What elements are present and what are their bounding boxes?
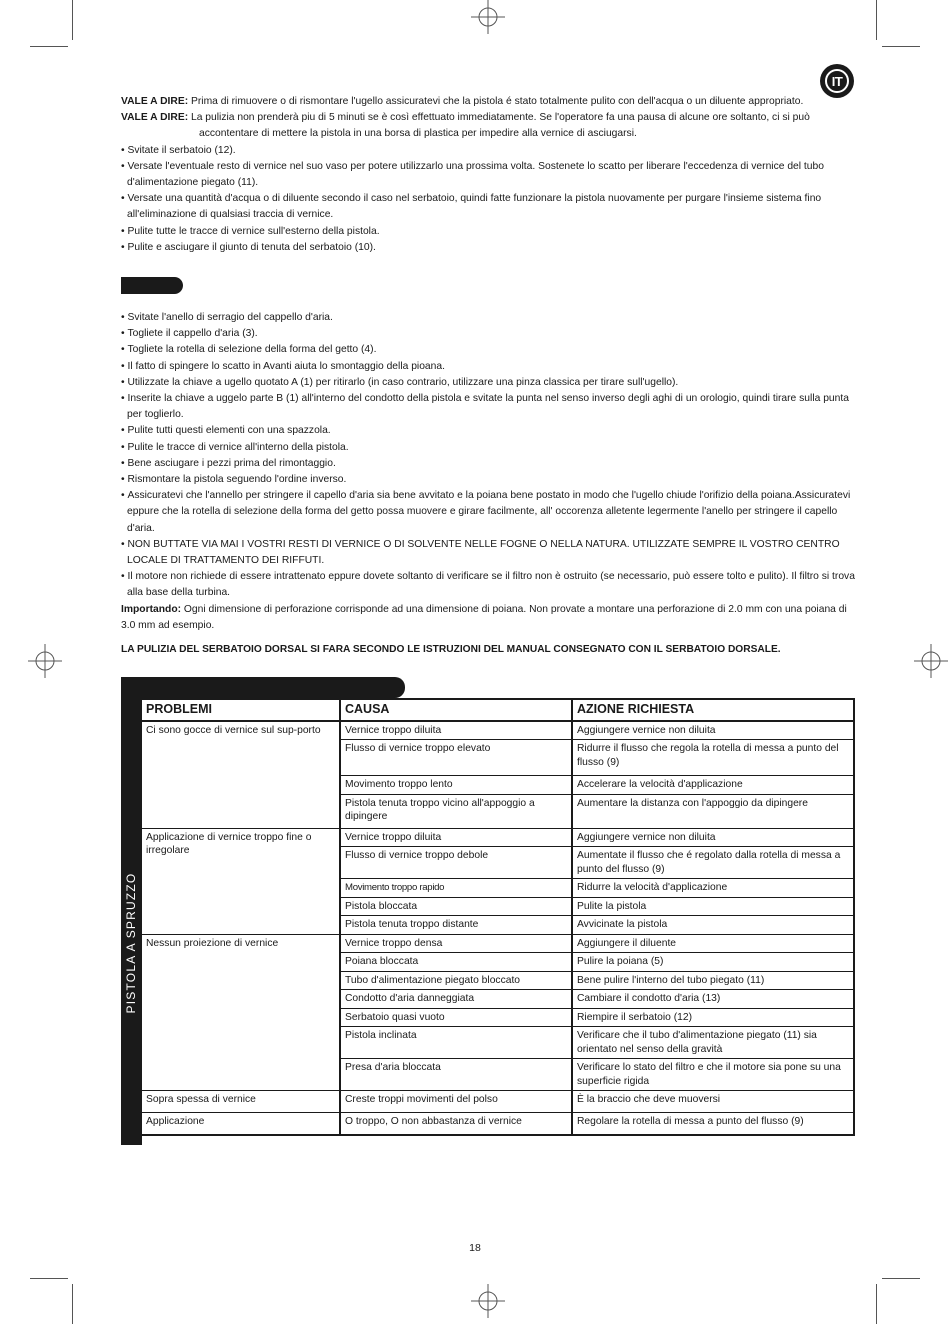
action-cell: Aggiungere il diluente [572,934,854,953]
registration-mark-icon [28,644,62,678]
side-label: PISTOLA A SPRUZZO [124,872,138,1014]
action-cell: Pulite la pistola [572,897,854,916]
section-header-tab [121,277,183,294]
table-row [142,1113,854,1135]
cause-cell: Movimento troppo rapido [340,879,572,898]
action-cell: Cambiare il condotto d'aria (13) [572,990,854,1009]
list-item: • NON BUTTATE VIA MAI I VOSTRI RESTI DI VERNICE O DI SOLVENTE NELLE FOGNE O NELLA NATURA. UTILIZZATE SEMPRE IL VOSTRO CENTRO LOCALE DI TRATTAMENTO DEI RIFFUTI. [121,537,856,569]
nozzle-section [121,310,856,634]
action-cell: Aumentate il flusso che é regolato dalla rotella di messa a punto del flusso (9) [572,847,854,879]
note-paragraph [121,94,856,110]
crop-mark [72,0,73,40]
language-badge [820,64,854,98]
list-item: • Inserite la chiave a uggelo parte B (1) all'interno del condotto della pistola e svitate la punta nel senso inverso degli aghi di un orologio, quindi tirare sulla punta per toglierlo. [121,391,856,423]
list-item: • Pulite le tracce di vernice all'interno della pistola. [121,440,856,456]
cause-cell: Movimento troppo lento [340,776,572,795]
table-header-tab [142,677,405,698]
list-item: • Bene asciugare i pezzi prima del rimontaggio. [121,456,856,472]
cause-cell: Pistola inclinata [340,1027,572,1059]
action-cell: Verificare lo stato del filtro e che il motore sia pone su una superficie rigida [572,1059,854,1091]
list-item: • Rismontare la pistola seguendo l'ordine inverso. [121,472,856,488]
table-row [142,1091,854,1113]
note-text: La pulizia non prenderà piu di 5 minuti se è così effettuato immediatamente. Se l'operatore fa una pausa di alcune ore soltanto, ci si può accontentare di mettere la pistola in una borsa di plastica per impedire alla vernice di asciugarsi. [188,112,810,140]
cause-cell: Presa d'aria bloccata [340,1059,572,1091]
cause-cell: Creste troppi movimenti del polso [340,1091,572,1113]
list-item: • Versate una quantità d'acqua o di diluente secondo il caso nel serbatoio, quindi fatte funzionare la pistola nuovamente per purgare l'insieme sistema fino all'eliminazione di qualsiasi traccia di vernice. [121,191,856,223]
action-cell: Ridurre il flusso che regola la rotella di messa a punto del flusso (9) [572,740,854,776]
troubleshooting-table [142,698,855,1136]
note-paragraph [121,110,856,142]
list-item: • Svitate il serbatoio (12). [121,143,856,159]
important-text: Ogni dimensione di perforazione corrisponde ad una dimensione di poiana. Non provate a montare una perforazione di 2.0 mm con una poiana di 3.0 mm ad esempio. [121,603,847,631]
list-item: • Pulite tutti questi elementi con una spazzola. [121,423,856,439]
cause-cell: Serbatoio quasi vuoto [340,1008,572,1027]
problem-cell: Applicazione [142,1113,340,1135]
list-item: • Assicuratevi che l'annello per stringere il capello d'aria sia bene avvitato e la poiana bene postato in modo che l'ugello chiude l'orifizio della poiana.Assicuratevi eppure che la rotella di selezione della forma del getto possa muovere e girare facilmente, all' occorenza alletente legermente l'anello per stringere il capello d'aria. [121,488,856,537]
cause-cell: Vernice troppo diluita [340,828,572,847]
action-cell: Accelerare la velocità d'applicazione [572,776,854,795]
list-item: • Togliete la rotella di selezione della forma del getto (4). [121,342,856,358]
list-item: • Pulite tutte le tracce di vernice sull'esterno della pistola. [121,224,856,240]
list-item: • Pulite e asciugare il giunto di tenuta del serbatoio (10). [121,240,856,256]
list-item: • Versate l'eventuale resto di vernice nel suo vaso per potere utilizzarlo una prossima volta. Sostenete lo scatto per liberare l'eccedenza di vernice del tubo d'alimentazione piegato (11). [121,159,856,191]
problem-cell: Sopra spessa di vernice [142,1091,340,1113]
action-cell: Aggiungere vernice non diluita [572,828,854,847]
cause-cell: Poiana bloccata [340,953,572,972]
crop-mark [72,1284,73,1324]
crop-mark [882,1278,920,1279]
cleaning-intro [121,94,856,256]
action-cell: Pulire la poiana (5) [572,953,854,972]
language-code: IT [825,69,849,93]
action-cell: Bene pulire l'interno del tubo piegato (11) [572,971,854,990]
list-item: • Utilizzate la chiave a ugello quotato A (1) per ritirarlo (in caso contrario, utilizzare una pinza classica per tirare sull'ugello). [121,375,856,391]
cause-cell: O troppo, O non abbastanza di vernice [340,1113,572,1135]
action-cell: Aumentare la distanza con l'appoggio da dipingere [572,794,854,828]
action-cell: Regolare la rotella di messa a punto del flusso (9) [572,1113,854,1135]
crop-mark [30,46,68,47]
table-row [142,721,854,740]
problem-cell: Ci sono gocce di vernice sul sup-porto [142,721,340,829]
list-item: • Il fatto di spingere lo scatto in Avanti aiuta lo smontaggio della pioana. [121,359,856,375]
column-header-problems: PROBLEMI [142,699,340,721]
crop-mark [882,46,920,47]
note-label: VALE A DIRE: [121,112,189,124]
cause-cell: Tubo d'alimentazione piegato bloccato [340,971,572,990]
action-cell: Verificare che il tubo d'alimentazione piegato (11) sia orientato nel senso della gravità [572,1027,854,1059]
table-row [142,934,854,953]
backpack-tank-note: LA PULIZIA DEL SERBATOIO DORSAL SI FARA SECONDO LE ISTRUZIONI DEL MANUAL CONSEGNATO CON IL SERBATOIO DORSALE. [121,644,781,655]
registration-mark-icon [471,1284,505,1318]
cause-cell: Vernice troppo diluita [340,721,572,740]
cause-cell: Pistola tenuta troppo distante [340,916,572,935]
crop-mark [876,1284,877,1324]
page-number: 18 [469,1242,481,1254]
registration-mark-icon [471,0,505,34]
action-cell: Aggiungere vernice non diluita [572,721,854,740]
important-note [121,602,856,634]
important-label: Importando: [121,603,182,615]
cause-cell: Pistola bloccata [340,897,572,916]
list-item: • Svitate l'anello di serragio del cappello d'aria. [121,310,856,326]
note-text: Prima di rimuovere o di rismontare l'ugello assicuratevi che la pistola é stato totalmente pulito con dell'acqua o un diluente appropriato. [188,96,804,107]
note-label: VALE A DIRE: [121,96,189,107]
cause-cell: Flusso di vernice troppo elevato [340,740,572,776]
column-header-action: AZIONE RICHIESTA [572,699,854,721]
crop-mark [876,0,877,40]
list-item: • Togliete il cappello d'aria (3). [121,326,856,342]
action-cell: Avvicinate la pistola [572,916,854,935]
cause-cell: Condotto d'aria danneggiata [340,990,572,1009]
table-header-row [142,699,854,721]
action-cell: Riempire il serbatoio (12) [572,1008,854,1027]
cause-cell: Flusso di vernice troppo debole [340,847,572,879]
column-header-cause: CAUSA [340,699,572,721]
list-item: • Il motore non richiede di essere intrattenato eppure dovete soltanto di verificare se il filtro non è ostruito (se necessario, può essere tolto e pulito). Il filtro si trova alla base della turbina. [121,569,856,601]
problem-cell: Nessun proiezione di vernice [142,934,340,1091]
action-cell: È la braccio che deve muoversi [572,1091,854,1113]
crop-mark [30,1278,68,1279]
cause-cell: Pistola tenuta troppo vicino all'appoggio a dipingere [340,794,572,828]
registration-mark-icon [914,644,948,678]
problem-cell: Applicazione di vernice troppo fine o irregolare [142,828,340,934]
table-row [142,828,854,847]
cause-cell: Vernice troppo densa [340,934,572,953]
action-cell: Ridurre la velocità d'applicazione [572,879,854,898]
